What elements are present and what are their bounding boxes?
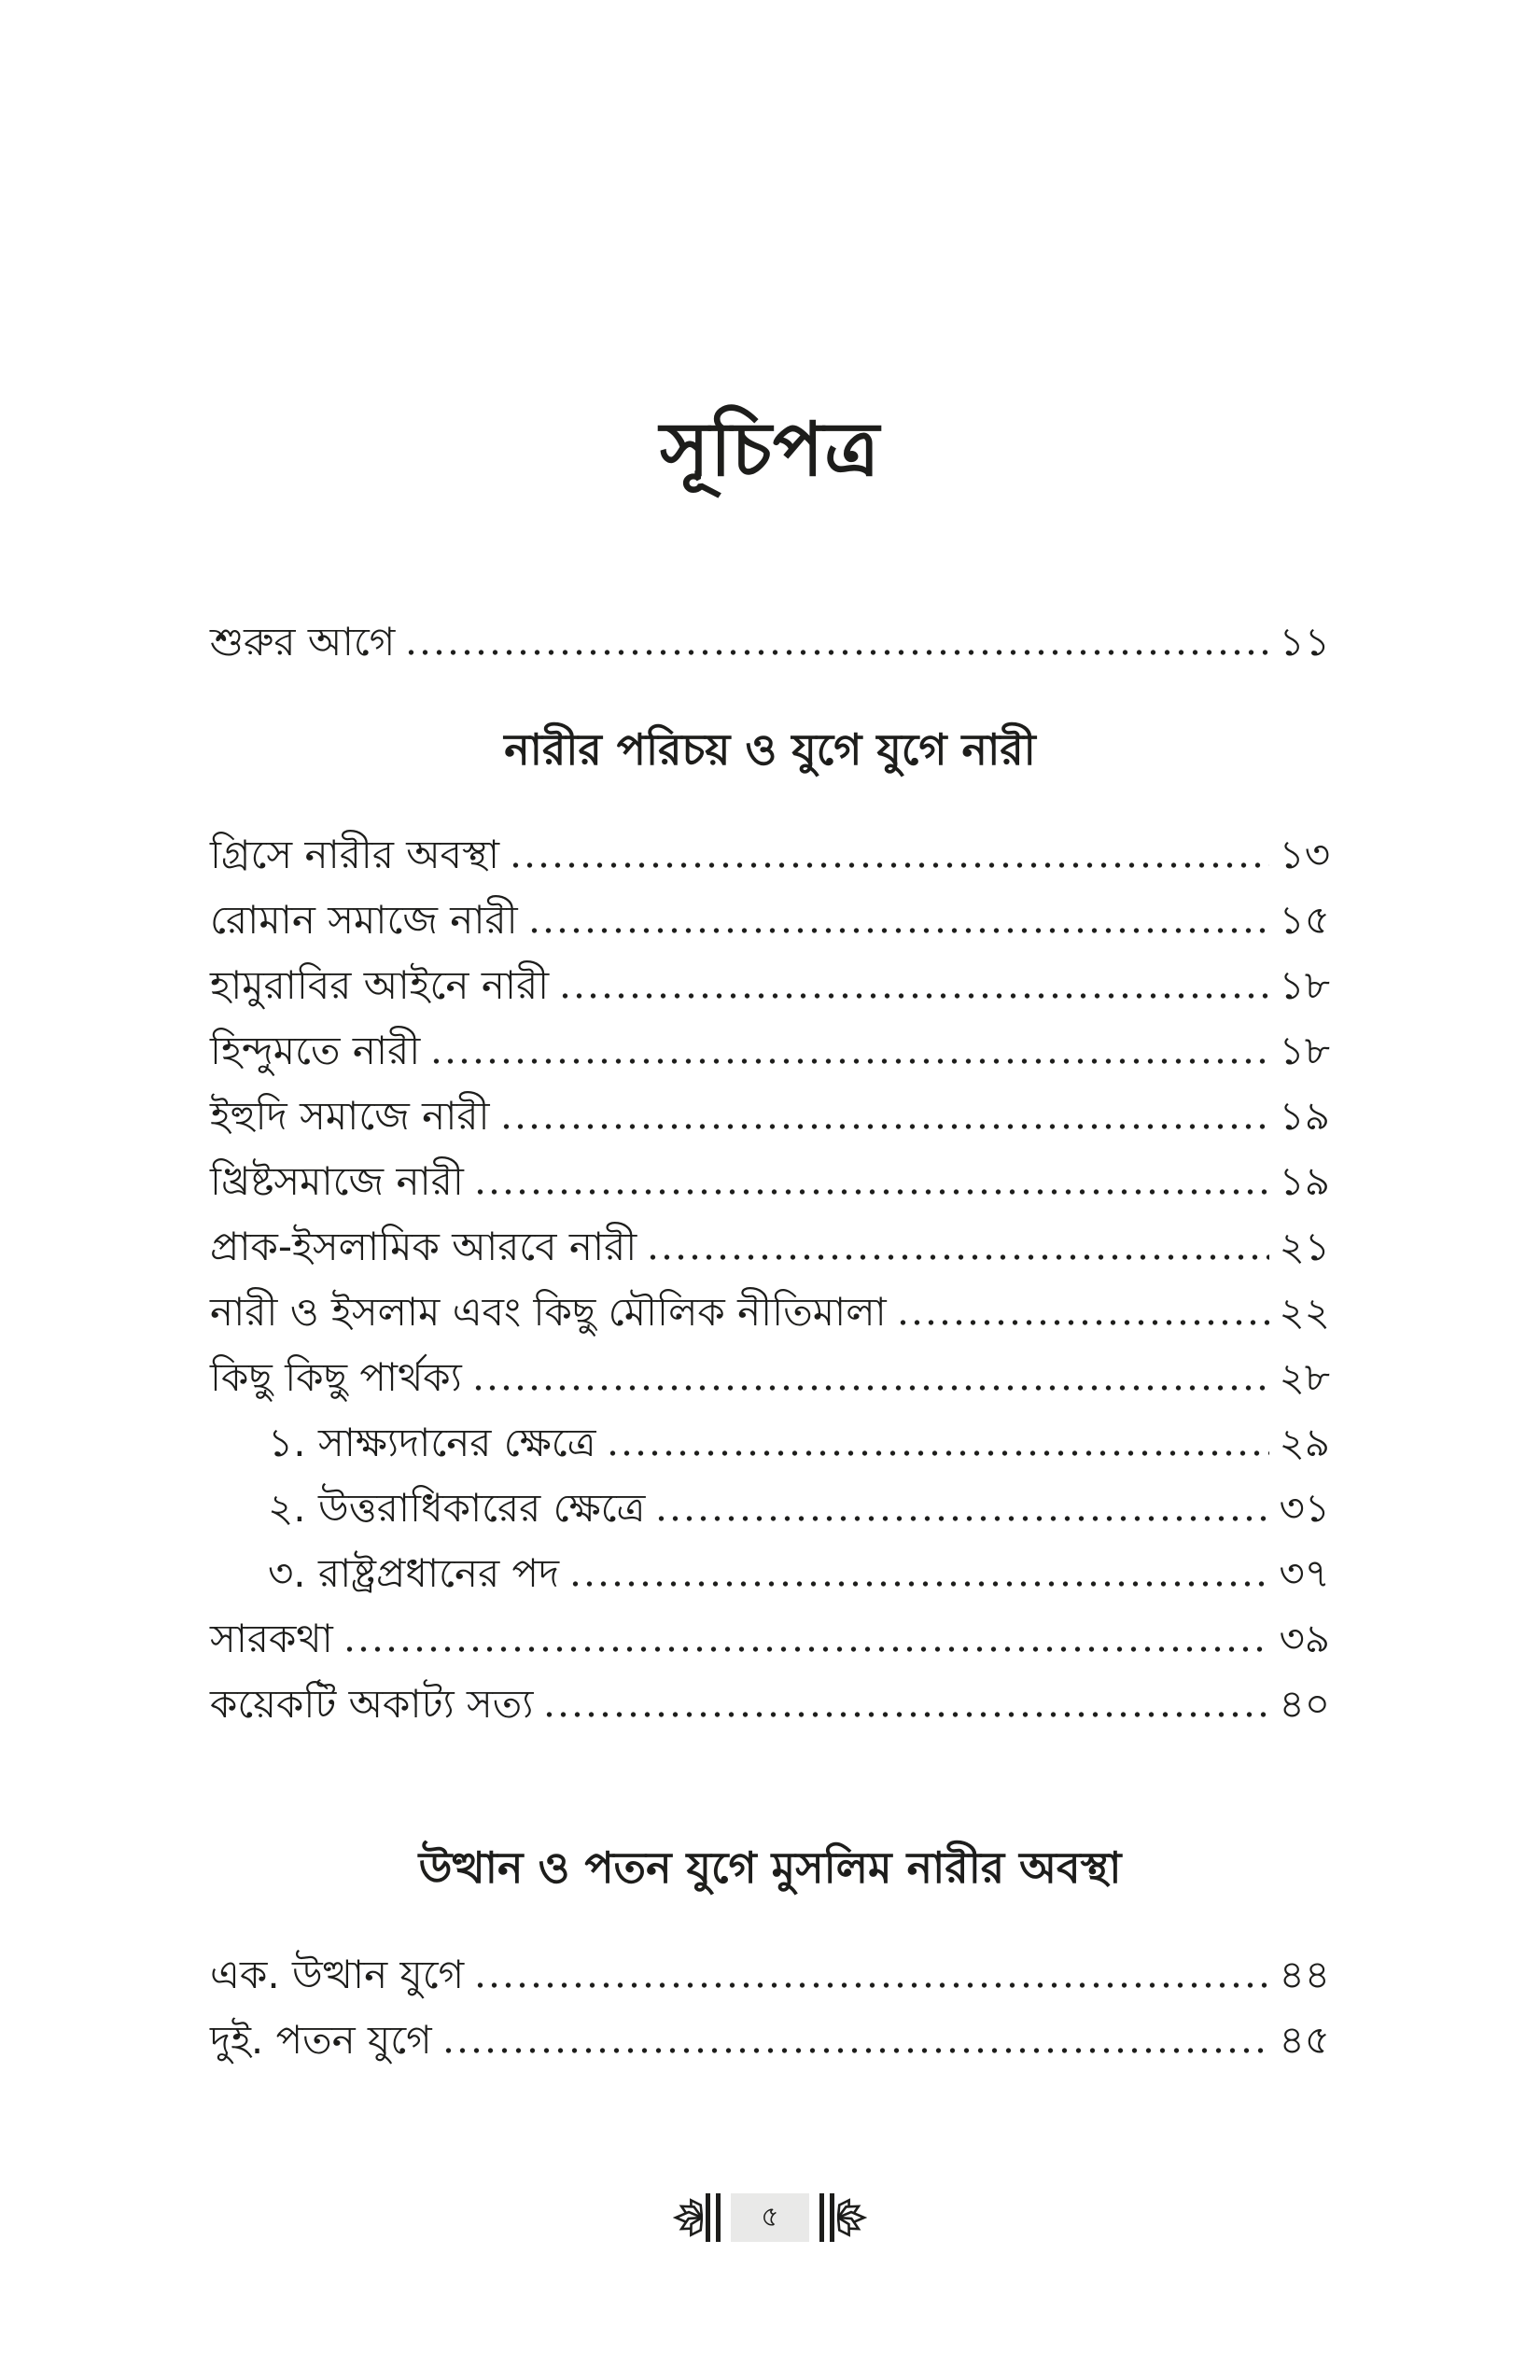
dotted-leader bbox=[404, 650, 1269, 655]
toc-entry-label: খ্রিষ্টসমাজে নারী bbox=[210, 1157, 464, 1204]
floral-ornament-icon bbox=[837, 2197, 867, 2238]
dotted-leader bbox=[441, 2048, 1270, 2053]
toc-entry-label: ৩. রাষ্ট্রপ্রধানের পদ bbox=[268, 1549, 560, 1596]
toc-entry-label: রোমান সমাজে নারী bbox=[210, 896, 518, 943]
toc-entry bbox=[210, 1012, 1330, 1077]
dotted-leader bbox=[527, 928, 1270, 933]
dotted-leader bbox=[343, 1646, 1270, 1652]
dotted-leader bbox=[654, 1516, 1269, 1521]
floral-ornament-icon bbox=[673, 2197, 703, 2238]
toc-entry-sub bbox=[210, 1469, 1330, 1534]
dotted-leader bbox=[558, 993, 1269, 999]
toc-entry-page: ৪৪ bbox=[1279, 1951, 1330, 1997]
toc-entry bbox=[210, 1936, 1330, 2001]
toc-entry-label: কিছু কিছু পার্থক্য bbox=[210, 1353, 462, 1400]
page-title: সূচিপত্র bbox=[660, 406, 880, 493]
toc-entry-label: কয়েকটি অকাট্য সত্য bbox=[210, 1680, 534, 1727]
toc-entry-label: নারী ও ইসলাম এবং কিছু মৌলিক নীতিমালা bbox=[210, 1288, 887, 1335]
toc-entry-page: ১৮ bbox=[1279, 1027, 1330, 1073]
table-of-contents bbox=[210, 603, 1330, 2066]
dotted-leader bbox=[646, 1254, 1269, 1260]
toc-entry-sub bbox=[210, 1404, 1330, 1469]
toc-entry bbox=[210, 1665, 1330, 1730]
toc-entry-page: ২১ bbox=[1279, 1223, 1330, 1269]
toc-entry-page: ২২ bbox=[1279, 1288, 1330, 1335]
toc-section-entries bbox=[210, 1936, 1330, 2066]
dotted-leader bbox=[499, 1124, 1270, 1129]
toc-entry-page: ৩৯ bbox=[1279, 1615, 1330, 1661]
toc-entry-page: ৩৭ bbox=[1279, 1549, 1330, 1596]
toc-entry-sub bbox=[210, 1534, 1330, 1600]
dotted-leader bbox=[473, 1189, 1270, 1195]
dotted-leader bbox=[473, 1982, 1269, 1988]
toc-entry-page: ৪৫ bbox=[1279, 2016, 1330, 2063]
toc-entry-page: ২৮ bbox=[1279, 1353, 1330, 1400]
dotted-leader bbox=[568, 1581, 1269, 1587]
toc-entry-page: ১৫ bbox=[1279, 896, 1330, 943]
toc-entry-label: সারকথা bbox=[210, 1615, 333, 1661]
page-number-badge: ৫ bbox=[731, 2193, 809, 2242]
footer-rule-bar bbox=[830, 2193, 834, 2242]
toc-entry bbox=[210, 1600, 1330, 1665]
dotted-leader bbox=[542, 1712, 1269, 1717]
toc-entry-page: ১৩ bbox=[1279, 831, 1330, 877]
dotted-leader bbox=[606, 1450, 1270, 1456]
toc-entry bbox=[210, 1273, 1330, 1338]
toc-entry bbox=[210, 946, 1330, 1012]
dotted-leader bbox=[429, 1058, 1269, 1064]
toc-entry-page: ১৯ bbox=[1279, 1092, 1330, 1139]
toc-entry bbox=[210, 1142, 1330, 1208]
toc-entry bbox=[210, 1077, 1330, 1142]
toc-entry bbox=[210, 603, 1330, 668]
toc-entry-label: শুরুর আগে bbox=[210, 619, 396, 665]
toc-entry-label: গ্রিসে নারীর অবস্থা bbox=[210, 831, 499, 877]
dotted-leader bbox=[471, 1385, 1270, 1391]
toc-entry-label: হামুরাবির আইনে নারী bbox=[210, 961, 550, 1008]
toc-entry bbox=[210, 1208, 1330, 1273]
toc-entry-page: ২৯ bbox=[1279, 1419, 1330, 1465]
toc-section-entries bbox=[210, 816, 1330, 1730]
toc-entry-label: এক. উত্থান যুগে bbox=[210, 1951, 465, 1997]
toc-entry-label: ইহুদি সমাজে নারী bbox=[210, 1092, 490, 1139]
toc-entry-page: ৪০ bbox=[1279, 1680, 1330, 1727]
toc-entry bbox=[210, 881, 1330, 946]
toc-entry-page: ৩১ bbox=[1279, 1484, 1330, 1531]
dotted-leader bbox=[509, 862, 1269, 868]
toc-entry-page: ১১ bbox=[1279, 619, 1330, 665]
dotted-leader bbox=[896, 1320, 1270, 1325]
toc-entry bbox=[210, 816, 1330, 881]
footer-rule-bar bbox=[706, 2193, 710, 2242]
toc-entry-label: প্রাক-ইসলামিক আরবে নারী bbox=[210, 1223, 637, 1269]
toc-entry bbox=[210, 1338, 1330, 1404]
toc-entry-label: দুই. পতন যুগে bbox=[210, 2016, 432, 2063]
section-heading: উত্থান ও পতন যুগে মুসলিম নারীর অবস্থা bbox=[418, 1841, 1122, 1893]
toc-entry-page: ১৯ bbox=[1279, 1157, 1330, 1204]
toc-entry-label: হিন্দুমতে নারী bbox=[210, 1027, 421, 1073]
toc-entry-label: ১. সাক্ষ্যদানের ক্ষেত্রে bbox=[268, 1419, 596, 1465]
footer-rule-bar bbox=[819, 2193, 824, 2242]
toc-entry-label: ২. উত্তরাধিকারের ক্ষেত্রে bbox=[268, 1484, 646, 1531]
toc-entry bbox=[210, 2001, 1330, 2066]
toc-entry-page: ১৮ bbox=[1279, 961, 1330, 1008]
section-heading: নারীর পরিচয় ও যুগে যুগে নারী bbox=[504, 724, 1036, 775]
page-footer bbox=[0, 2193, 1540, 2242]
footer-rule-bar bbox=[716, 2193, 721, 2242]
